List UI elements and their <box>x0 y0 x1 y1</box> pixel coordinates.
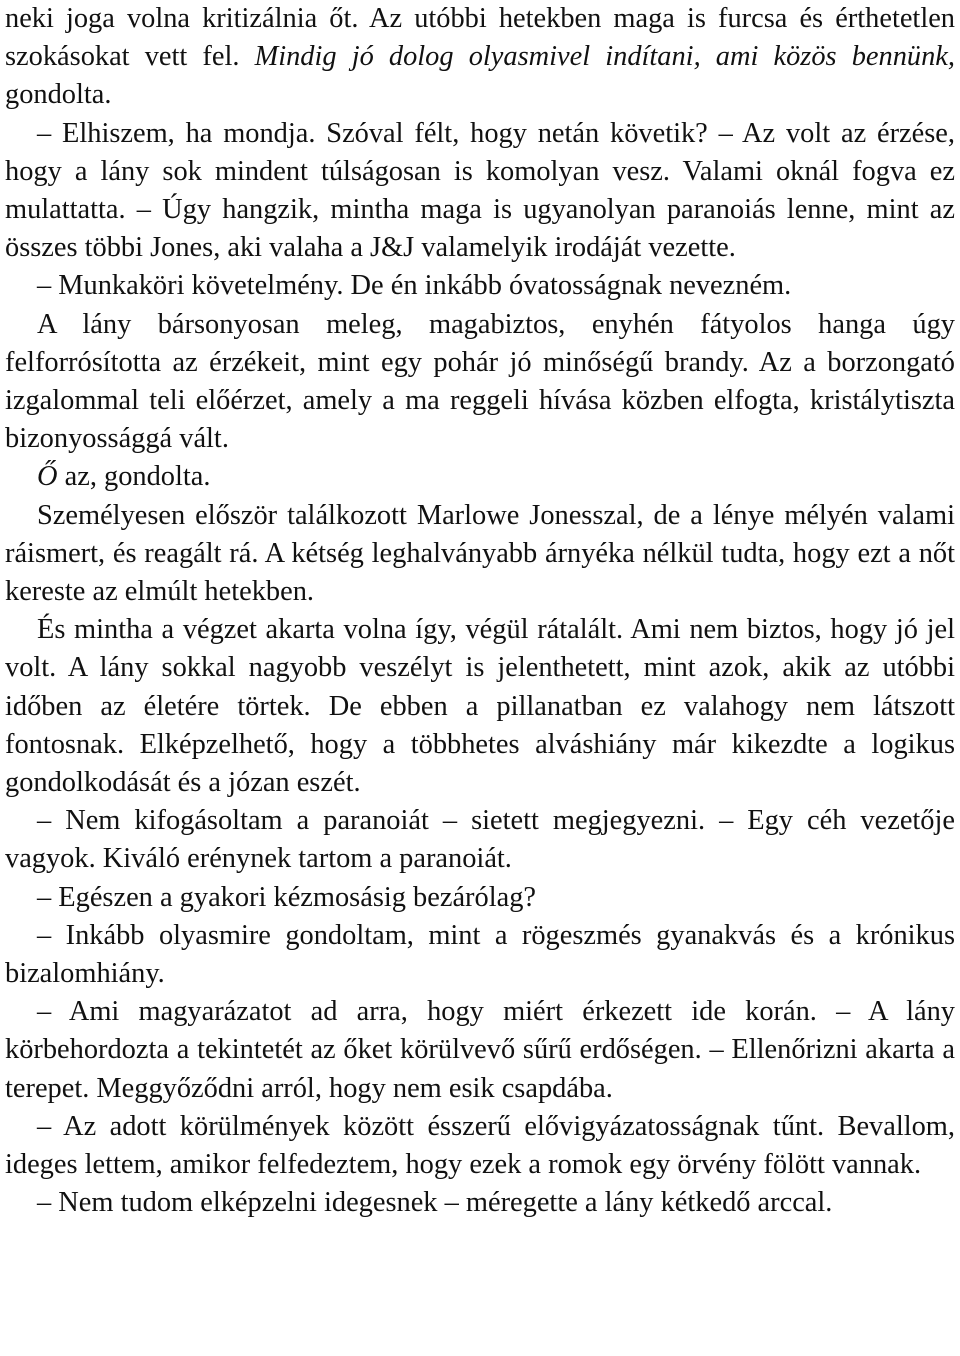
paragraph <box>5 802 955 878</box>
paragraph-italic-text: Ő <box>37 461 58 493</box>
paragraph <box>5 917 955 993</box>
paragraph-text: – Inkább olyasmire gondoltam, mint a rögeszmés gyanakvás és a krónikus bizalomhiány. <box>5 919 955 990</box>
paragraph <box>5 497 955 612</box>
paragraph <box>5 1108 955 1184</box>
paragraph <box>5 115 955 268</box>
paragraph <box>5 267 955 305</box>
paragraph <box>5 879 955 917</box>
paragraph-text: – Ami magyarázatot ad arra, hogy miért érkezett ide korán. – A lány körbehordozta a tekintetét az őket körülvevő sűrű erdőségen. – Ellenőrizni akarta a terepet. Meggyőződni arról, hogy nem esik csapdába. <box>5 996 955 1104</box>
paragraph-text: – Nem tudom elképzelni idegesnek – méregette a lány kétkedő arccal. <box>37 1187 833 1219</box>
paragraph-text: az, gondolta. <box>57 461 211 493</box>
paragraph <box>5 611 955 802</box>
paragraph-text: neki joga volna kritizálnia őt. Az utóbbi hetekben maga is furcsa és érthetetlen szokásokat vett fel. <box>5 3 955 73</box>
paragraph-italic-text: Mindig jó dolog olyasmivel indítani, ami közös bennünk, <box>254 41 955 73</box>
paragraph-text: – Munkaköri követelmény. De én inkább óvatosságnak nevezném. <box>37 270 792 302</box>
paragraph-text: gondolta. <box>5 79 112 111</box>
document-page <box>5 0 955 1223</box>
paragraph-text: – Egészen a gyakori kézmosásig bezárólag? <box>37 881 536 913</box>
paragraph <box>5 306 955 459</box>
paragraph-text: A lány bársonyosan meleg, magabiztos, enyhén fátyolos hanga úgy felforrósította az érzékeit, mint egy pohár jó minőségű brandy. Az a borzongató izgalommal teli előérzet, amely a ma reggeli hívása közben elfogta, kristálytiszta bizonyossággá vált. <box>5 308 955 455</box>
paragraph <box>5 1184 955 1222</box>
paragraph <box>5 0 955 115</box>
paragraph-text: – Elhiszem, ha mondja. Szóval félt, hogy netán követik? – Az volt az érzése, hogy a lány sok mindent túlságosan is komolyan vesz. Valami oknál fogva ez mulattatta. – Úgy hangzik, mintha maga is ugyanolyan paranoiás lenne, mint az összes többi Jones, aki valaha a J&J valamelyik irodáját vezette. <box>5 117 955 264</box>
paragraph-text: És mintha a végzet akarta volna így, végül rátalált. Ami nem biztos, hogy jó jel volt. A lány sokkal nagyobb veszélyt is jelenthetett, mint azok, akik az utóbbi időben az életére törtek. De ebben a pillanatban ez valahogy nem látszott fontosnak. Elképzelhető, hogy a többhetes alváshiány már kikezdte a logikus gondolkodását és a józan eszét. <box>5 614 955 799</box>
paragraph <box>5 458 955 496</box>
paragraph-text: Személyesen először találkozott Marlowe Jonesszal, de a lénye mélyén valami ráismert, és reagált rá. A kétség leghalványabb árnyéka nélkül tudta, hogy ezt a nőt kereste az elmúlt hetekben. <box>5 499 955 608</box>
paragraph-text: – Az adott körülmények között ésszerű elővigyázatosságnak tűnt. Bevallom, ideges lettem, amikor felfedeztem, hogy ezek a romok egy örvény fölött vannak. <box>5 1110 955 1181</box>
paragraph <box>5 993 955 1108</box>
paragraph-text: – Nem kifogásoltam a paranoiát – sietett megjegyezni. – Egy céh vezetője vagyok. Kiváló erénynek tartom a paranoiát. <box>5 805 955 875</box>
